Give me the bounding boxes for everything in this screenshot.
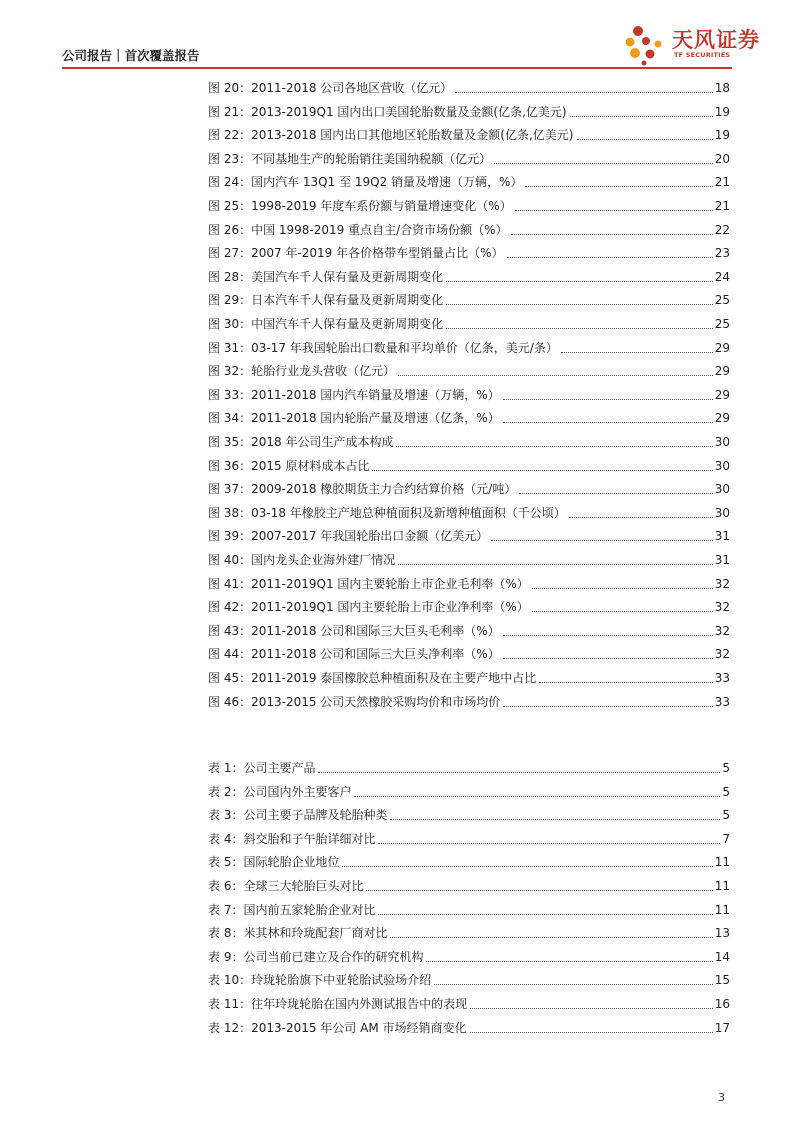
toc-dot-leader	[491, 539, 712, 541]
toc-dot-leader	[446, 303, 713, 305]
toc-entry-figure[interactable]	[208, 359, 730, 379]
toc-entry-page: 7	[722, 831, 730, 846]
toc-entry-page: 19	[714, 128, 730, 143]
toc-entry-table[interactable]	[208, 827, 730, 847]
toc-entry-page: 31	[714, 553, 730, 567]
toc-entry-figure[interactable]	[208, 241, 730, 261]
toc-entry-figure[interactable]	[208, 123, 730, 143]
flower-logo-icon	[622, 22, 666, 66]
toc-entry-title: 图 46：2013-2015 公司天然橡胶采购均价和市场均价	[208, 694, 501, 709]
toc-entry-page: 21	[714, 175, 730, 190]
toc-entry-page: 11	[714, 902, 730, 917]
toc-entry-title: 图 30：中国汽车千人保有量及更新周期变化	[208, 317, 444, 331]
toc-entry-page: 30	[714, 458, 730, 473]
toc-entry-title: 图 41：2011-2019Q1 国内主要轮胎上市企业毛利率（%）	[208, 576, 529, 591]
toc-entry-page: 21	[714, 199, 730, 213]
toc-entry-title: 图 34：2011-2018 国内轮胎产量及增速（亿条，%）	[208, 411, 500, 426]
toc-entry-page: 31	[714, 529, 730, 544]
toc-entry-title: 图 20：2011-2018 公司各地区营收（亿元）	[208, 81, 453, 95]
toc-entry-page: 33	[714, 671, 730, 685]
toc-entry-page: 5	[722, 784, 730, 799]
toc-dot-leader	[561, 351, 713, 353]
toc-entry-page: 11	[714, 879, 730, 893]
toc-entry-page: 14	[714, 949, 730, 964]
toc-dot-leader	[378, 842, 720, 844]
toc-entry-title: 图 38：03-18 年橡胶主产地总种植面积及新增种植面积（千公顷）	[208, 505, 566, 520]
toc-entry-title: 图 35：2018 年公司生产成本构成	[208, 435, 394, 449]
toc-entry-page: 16	[714, 997, 730, 1011]
toc-entry-page: 11	[714, 855, 730, 870]
toc-entry-title: 图 45：2011-2019 泰国橡胶总种植面积及在主要产地中占比	[208, 671, 537, 685]
toc-entry-page: 33	[714, 694, 730, 709]
toc-entry-table[interactable]	[208, 780, 730, 800]
toc-entry-title: 图 25：1998-2019 年度车系份额与销量增速变化（%）	[208, 199, 512, 213]
toc-entry-figure[interactable]	[208, 595, 730, 615]
page-header	[62, 28, 760, 68]
toc-entry-figure[interactable]	[208, 666, 730, 686]
toc-dot-leader	[372, 469, 712, 471]
toc-entry-figure[interactable]	[208, 477, 730, 497]
toc-entry-title: 图 39：2007-2017 年我国轮胎出口金额（亿美元）	[208, 529, 489, 544]
toc-entry-page: 15	[714, 973, 730, 988]
toc-dot-leader	[426, 960, 712, 962]
toc-dot-leader	[503, 657, 713, 659]
brand-logo	[622, 22, 792, 66]
toc-entry-figure[interactable]	[208, 572, 730, 592]
toc-dot-leader	[342, 865, 712, 867]
toc-entry-figure[interactable]	[208, 170, 730, 190]
toc-entry-title: 图 42：2011-2019Q1 国内主要轮胎上市企业净利率（%）	[208, 600, 529, 615]
toc-entry-page: 29	[714, 364, 730, 379]
toc-dot-leader	[507, 256, 713, 258]
toc-entry-title: 图 37：2009-2018 橡胶期货主力合约结算价格（元/吨）	[208, 482, 517, 497]
toc-entry-figure[interactable]	[208, 100, 730, 120]
toc-dot-leader	[577, 138, 713, 140]
toc-entry-figure[interactable]	[208, 194, 730, 214]
toc-entry-figure[interactable]	[208, 218, 730, 238]
toc-dot-leader	[434, 983, 713, 985]
toc-entry-title: 图 36：2015 原材料成本占比	[208, 458, 370, 473]
toc-entry-page: 29	[714, 387, 730, 402]
toc-entry-title: 图 21：2013-2019Q1 国内出口美国轮胎数量及金额(亿条,亿美元)	[208, 104, 567, 119]
toc-entry-page: 25	[714, 293, 730, 308]
toc-entry-table[interactable]	[208, 898, 730, 918]
toc-entry-title: 图 29：日本汽车千人保有量及更新周期变化	[208, 293, 444, 308]
toc-entry-figure[interactable]	[208, 501, 730, 521]
toc-dot-leader	[470, 1031, 713, 1033]
brand-name-en: TF SECURITIES	[674, 51, 731, 59]
toc-entry-figure[interactable]	[208, 288, 730, 308]
toc-dot-leader	[354, 795, 720, 797]
toc-entry-title: 图 44：2011-2018 公司和国际三大巨头净利率（%）	[208, 647, 500, 662]
toc-dot-leader	[503, 421, 713, 423]
toc-dot-leader	[390, 818, 720, 820]
toc-entry-page: 23	[714, 246, 730, 261]
toc-entry-table[interactable]	[208, 968, 730, 988]
toc-entry-title: 表 6：全球三大轮胎巨头对比	[208, 879, 364, 893]
toc-entry-page: 20	[714, 151, 730, 166]
toc-entry-page: 25	[714, 317, 730, 331]
toc-entry-title: 图 43：2011-2018 公司和国际三大巨头毛利率（%）	[208, 623, 500, 638]
toc-entry-table[interactable]	[208, 756, 730, 776]
toc-entry-page: 5	[722, 808, 730, 823]
toc-entry-title: 图 31：03-17 年我国轮胎出口数量和平均单价（亿条，美元/条）	[208, 340, 558, 355]
toc-entry-figure[interactable]	[208, 406, 730, 426]
toc-entry-title: 图 22：2013-2018 国内出口其他地区轮胎数量及金额(亿条,亿美元)	[208, 128, 574, 143]
toc-entry-title: 表 5：国际轮胎企业地位	[208, 855, 340, 870]
toc-entry-page: 32	[714, 647, 730, 662]
toc-entry-page: 24	[714, 269, 730, 284]
toc-entry-page: 5	[722, 761, 730, 775]
toc-entry-figure[interactable]	[208, 454, 730, 474]
toc-entry-page: 32	[714, 600, 730, 615]
toc-entry-figure[interactable]	[208, 642, 730, 662]
toc-entry-table[interactable]	[208, 803, 730, 823]
toc-entry-figure[interactable]	[208, 76, 730, 96]
toc-dot-leader	[515, 209, 713, 211]
toc-entry-figure[interactable]	[208, 336, 730, 356]
toc-entry-table[interactable]	[208, 921, 730, 941]
toc-entry-title: 图 26：中国 1998-2019 重点自主/合资市场份额（%）	[208, 222, 508, 237]
toc-entry-title: 表 8：米其林和玲珑配套厂商对比	[208, 926, 388, 941]
toc-entry-title: 图 28：美国汽车千人保有量及更新周期变化	[208, 269, 444, 284]
toc-entry-title: 表 2：公司国内外主要客户	[208, 784, 352, 799]
toc-dot-leader	[366, 889, 712, 891]
toc-dot-leader	[396, 445, 712, 447]
toc-dot-leader	[318, 771, 720, 773]
toc-entry-page: 29	[714, 411, 730, 426]
toc-entry-page: 17	[714, 1020, 730, 1035]
page-number: 3	[718, 1091, 725, 1104]
toc-entry-page: 19	[714, 104, 730, 119]
toc-entry-title: 表 9：公司当前已建立及合作的研究机构	[208, 949, 424, 964]
brand-name-cn: 天风证券	[672, 28, 760, 52]
toc-entry-figure[interactable]	[208, 147, 730, 167]
toc-dot-leader	[378, 913, 712, 915]
toc-entry-table[interactable]	[208, 945, 730, 965]
toc-entry-figure[interactable]	[208, 619, 730, 639]
report-type-label: 公司报告｜首次覆盖报告	[62, 48, 200, 63]
toc-entry-table[interactable]	[208, 992, 730, 1012]
toc-entry-page: 29	[714, 340, 730, 355]
toc-dot-leader	[470, 1007, 713, 1009]
toc-entry-page: 30	[714, 482, 730, 497]
toc-entry-title: 图 40：国内龙头企业海外建厂情况	[208, 553, 396, 567]
toc-entry-title: 图 27：2007 年-2019 年各价格带车型销量占比（%）	[208, 246, 504, 261]
toc-entry-page: 30	[714, 505, 730, 520]
toc-dot-leader	[494, 162, 713, 164]
toc-dot-leader	[503, 634, 713, 636]
toc-entry-table[interactable]	[208, 1016, 730, 1036]
toc-entry-page: 32	[714, 623, 730, 638]
toc-dot-leader	[569, 516, 713, 518]
toc-entry-title: 图 33：2011-2018 国内汽车销量及增速（万辆，%）	[208, 387, 500, 402]
toc-dot-leader	[446, 280, 713, 282]
toc-entry-table[interactable]	[208, 874, 730, 894]
toc-entry-title: 表 10：玲珑轮胎旗下中亚轮胎试验场介绍	[208, 973, 432, 988]
toc-entry-title: 表 1：公司主要产品	[208, 761, 316, 775]
toc-dot-leader	[539, 681, 712, 683]
toc-dot-leader	[519, 492, 712, 494]
toc-dot-leader	[525, 185, 712, 187]
toc-entry-page: 22	[714, 222, 730, 237]
toc-entry-page: 18	[714, 81, 730, 95]
toc-dot-leader	[532, 587, 713, 589]
toc-dot-leader	[455, 91, 712, 93]
toc-dot-leader	[390, 936, 712, 938]
toc-entry-title: 表 12：2013-2015 年公司 AM 市场经销商变化	[208, 1020, 467, 1035]
toc-entry-title: 表 7：国内前五家轮胎企业对比	[208, 902, 376, 917]
toc-entry-page: 32	[714, 576, 730, 591]
toc-entry-figure[interactable]	[208, 430, 730, 450]
toc-dot-leader	[503, 398, 713, 400]
toc-entry-page: 13	[714, 926, 730, 941]
toc-entry-title: 表 11：往年玲珑轮胎在国内外测试报告中的表现	[208, 997, 468, 1011]
toc-entry-title: 表 4：斜交胎和子午胎详细对比	[208, 831, 376, 846]
toc-dot-leader	[446, 327, 713, 329]
toc-dot-leader	[570, 115, 713, 117]
toc-entry-page: 30	[714, 435, 730, 449]
toc-entry-title: 图 24：国内汽车 13Q1 至 19Q2 销量及增速（万辆，%）	[208, 175, 523, 190]
toc-entry-table[interactable]	[208, 850, 730, 870]
toc-dot-leader	[398, 374, 713, 376]
toc-entry-figure[interactable]	[208, 383, 730, 403]
toc-dot-leader	[532, 610, 713, 612]
toc-entry-title: 表 3：公司主要子品牌及轮胎种类	[208, 808, 388, 823]
toc-entry-title: 图 23：不同基地生产的轮胎销往美国纳税额（亿元）	[208, 151, 492, 166]
toc-entry-figure[interactable]	[208, 690, 730, 710]
toc-entry-figure[interactable]	[208, 312, 730, 332]
toc-entry-figure[interactable]	[208, 265, 730, 285]
toc-entry-figure[interactable]	[208, 548, 730, 568]
toc-entry-title: 图 32：轮胎行业龙头营收（亿元）	[208, 364, 396, 379]
toc-dot-leader	[398, 563, 713, 565]
toc-dot-leader	[511, 233, 713, 235]
header-divider	[62, 67, 732, 69]
toc-entry-figure[interactable]	[208, 524, 730, 544]
toc-dot-leader	[503, 705, 712, 707]
